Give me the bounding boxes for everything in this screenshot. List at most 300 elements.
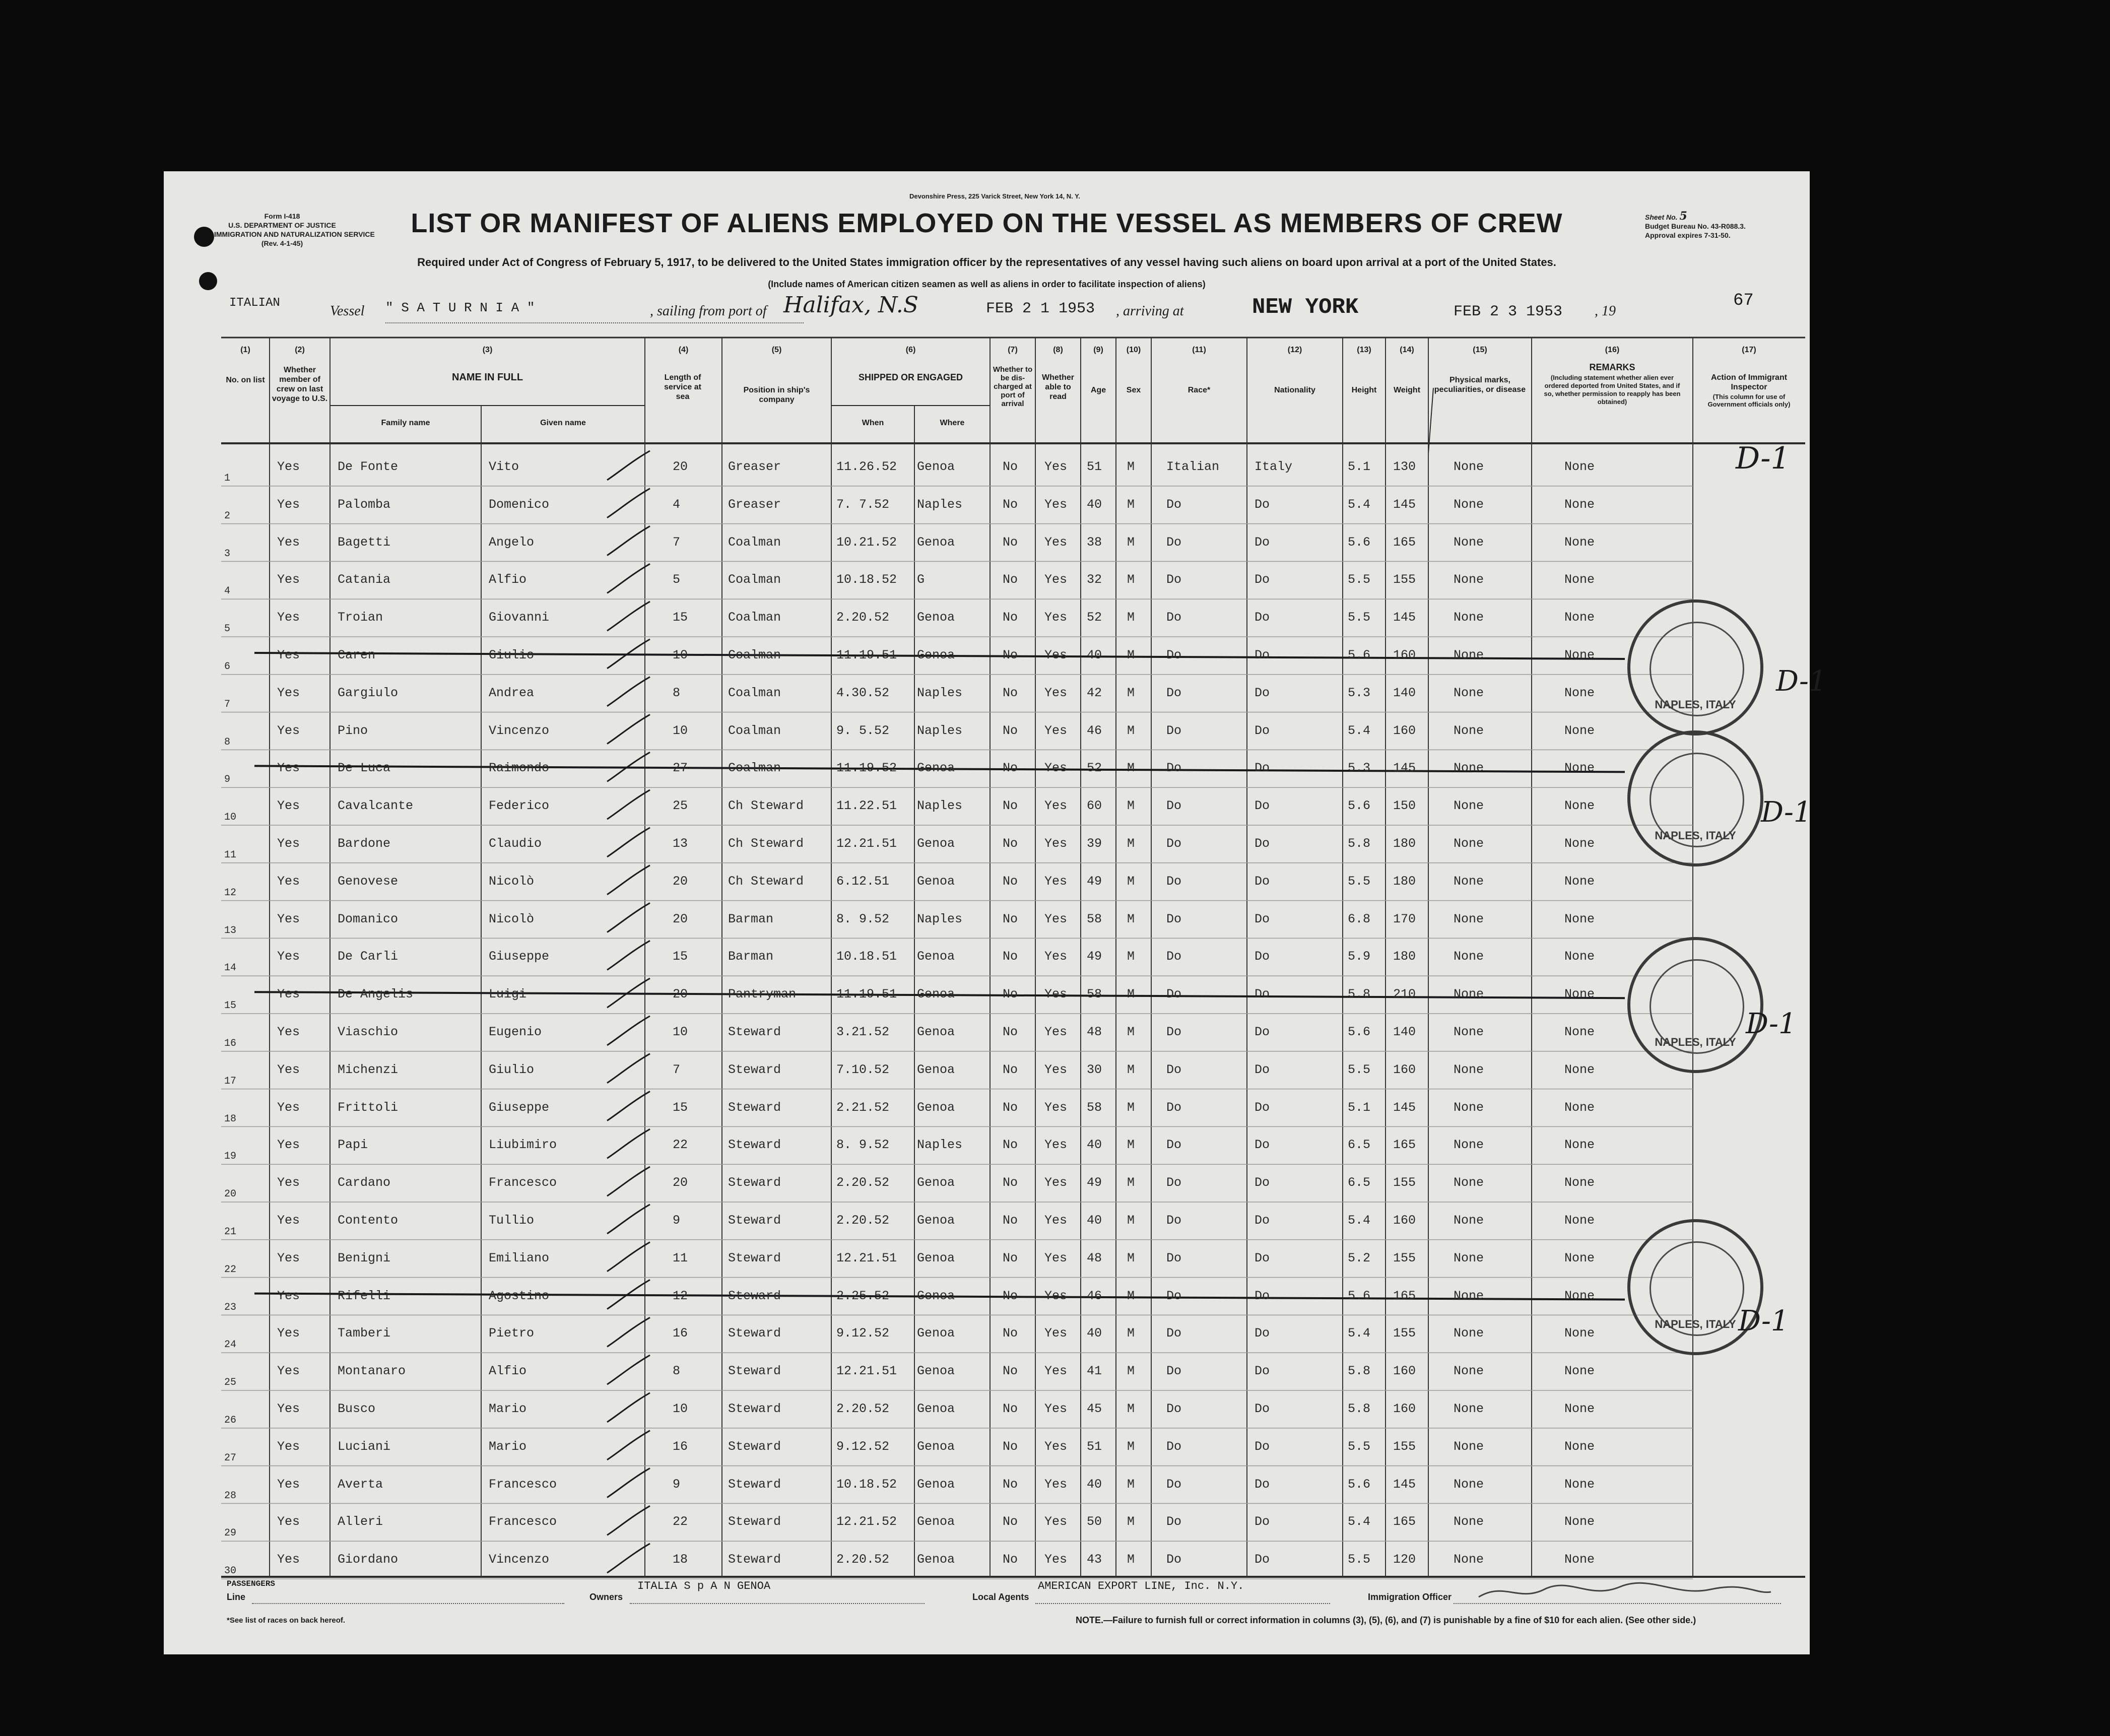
age-cell: 40 — [1087, 1326, 1102, 1341]
given-name-cell: Vincenzo — [489, 723, 550, 738]
physical-marks-cell: None — [1454, 1175, 1484, 1190]
row-number: 1 — [224, 473, 231, 484]
service-length-cell: 22 — [673, 1514, 688, 1529]
race-cell: Do — [1166, 1288, 1182, 1303]
shipped-port-cell: Genoa — [917, 535, 955, 550]
remarks-cell: None — [1564, 987, 1595, 1002]
row-number: 23 — [224, 1301, 237, 1313]
discharged-cell: No — [1003, 1175, 1018, 1190]
remarks-cell: None — [1564, 1401, 1595, 1416]
col-header-position: Position in ship's company — [743, 386, 810, 404]
given-name-cell: Vito — [489, 459, 519, 474]
shipped-date-cell: 11.26.52 — [836, 459, 897, 474]
weight-cell: 150 — [1393, 798, 1416, 814]
family-name-cell: De Angelis — [338, 987, 414, 1002]
age-cell: 41 — [1087, 1364, 1102, 1379]
row-number: 4 — [224, 585, 231, 597]
given-name-cell: Pietro — [489, 1326, 535, 1341]
weight-cell: 155 — [1393, 1175, 1416, 1190]
height-cell: 5.5 — [1348, 610, 1371, 625]
page-subtitle: Required under Act of Congress of February 5, 1917, to be delivered to the United States immigration officer by the representatives of any vessel having such aliens on board upon arrival at a port of the United States. — [417, 256, 1556, 269]
discharged-cell: No — [1003, 572, 1018, 587]
nationality-cell: Do — [1255, 1250, 1270, 1265]
service-length-cell: 20 — [673, 987, 688, 1002]
shipped-date-cell: 11.19.52 — [836, 761, 897, 776]
nationality-cell: Do — [1255, 1213, 1270, 1228]
department: U.S. DEPARTMENT OF JUSTICE — [228, 221, 336, 229]
inspector-mark: D-1 — [1761, 796, 1812, 829]
revision: (Rev. 4-1-45) — [261, 239, 303, 247]
nationality-cell: Do — [1255, 1439, 1270, 1454]
col-header-list-number: No. on list — [226, 376, 265, 384]
position-cell: Steward — [728, 1100, 781, 1115]
nationality-cell: Do — [1255, 1100, 1270, 1115]
race-cell: Do — [1166, 1025, 1182, 1039]
able-to-read-cell: Yes — [1044, 1025, 1068, 1039]
inspector-mark: D-1 — [1776, 665, 1827, 698]
sex-cell: M — [1127, 798, 1135, 814]
sex-cell: M — [1127, 1138, 1135, 1153]
race-cell: Do — [1166, 685, 1182, 700]
race-cell: Do — [1166, 1514, 1182, 1529]
arriving-label: , arriving at — [1116, 303, 1184, 319]
height-cell: 6.5 — [1348, 1175, 1371, 1190]
able-to-read-cell: Yes — [1044, 648, 1068, 662]
previous-voyage-cell: Yes — [277, 1138, 300, 1153]
age-cell: 40 — [1087, 1138, 1102, 1153]
row-number: 26 — [224, 1415, 237, 1426]
previous-voyage-cell: Yes — [277, 1213, 300, 1228]
sex-cell: M — [1127, 1364, 1135, 1379]
age-cell: 58 — [1087, 1100, 1102, 1115]
position-cell: Coalman — [728, 723, 781, 738]
col-num-5: (5) — [771, 346, 782, 354]
height-cell: 5.6 — [1348, 1477, 1371, 1492]
shipped-port-cell: Naples — [917, 723, 963, 738]
sex-cell: M — [1127, 648, 1135, 662]
race-cell: Do — [1166, 949, 1182, 964]
given-name-cell: Francesco — [489, 1175, 557, 1190]
service-length-cell: 7 — [673, 535, 681, 550]
remarks-cell: None — [1564, 1025, 1595, 1039]
discharged-cell: No — [1003, 1062, 1018, 1077]
discharged-cell: No — [1003, 723, 1018, 738]
col-num-15: (15) — [1473, 346, 1487, 354]
previous-voyage-cell: Yes — [277, 723, 300, 738]
family-name-cell: Alleri — [338, 1514, 383, 1529]
discharged-cell: No — [1003, 1514, 1018, 1529]
race-cell: Do — [1166, 1401, 1182, 1416]
race-cell: Do — [1166, 1326, 1182, 1341]
race-cell: Do — [1166, 1100, 1182, 1115]
previous-voyage-cell: Yes — [277, 1175, 300, 1190]
weight-cell: 160 — [1393, 1364, 1416, 1379]
shipped-date-cell: 2.21.52 — [836, 1100, 890, 1115]
family-name-cell: Montanaro — [338, 1364, 406, 1379]
physical-marks-cell: None — [1454, 610, 1484, 625]
race-cell: Do — [1166, 1552, 1182, 1567]
able-to-read-cell: Yes — [1044, 836, 1068, 851]
position-cell: Steward — [728, 1477, 781, 1492]
shipped-date-cell: 2.20.52 — [836, 610, 890, 625]
able-to-read-cell: Yes — [1044, 459, 1068, 474]
remarks-cell: None — [1564, 911, 1595, 926]
given-name-cell: Raimondo — [489, 761, 550, 776]
row-number: 9 — [224, 774, 231, 786]
sex-cell: M — [1127, 1401, 1135, 1416]
given-name-cell: Alfio — [489, 572, 527, 587]
age-cell: 48 — [1087, 1250, 1102, 1265]
family-name-cell: Catania — [338, 572, 391, 587]
row-number: 25 — [224, 1377, 237, 1389]
col-header-age: Age — [1090, 386, 1106, 394]
page-title: LIST OR MANIFEST OF ALIENS EMPLOYED ON THE VESSEL AS MEMBERS OF CREW — [411, 208, 1563, 238]
remarks-cell: None — [1564, 497, 1595, 512]
inspector-mark: D-1 — [1738, 1305, 1789, 1338]
budget-bureau: Budget Bureau No. 43-R088.3. — [1645, 222, 1746, 230]
check-stroke — [607, 790, 650, 819]
discharged-cell: No — [1003, 987, 1018, 1002]
shipped-port-cell: Genoa — [917, 1552, 955, 1567]
physical-marks-cell: None — [1454, 1025, 1484, 1039]
shipped-port-cell: Genoa — [917, 1364, 955, 1379]
row-number: 7 — [224, 698, 231, 710]
inspector-mark: D-1 — [1746, 1008, 1797, 1040]
shipped-port-cell: Genoa — [917, 761, 955, 776]
discharged-cell: No — [1003, 1100, 1018, 1115]
shipped-date-cell: 10.18.52 — [836, 572, 897, 587]
physical-marks-cell: None — [1454, 1552, 1484, 1567]
sex-cell: M — [1127, 1025, 1135, 1039]
remarks-cell: None — [1564, 874, 1595, 889]
service-length-cell: 10 — [673, 1025, 688, 1039]
remarks-cell: None — [1564, 1477, 1595, 1492]
col-header-discharged: Whether to be dis-charged at port of arrival — [993, 365, 1033, 408]
nationality-cell: Do — [1255, 1138, 1270, 1153]
col-num-12: (12) — [1287, 346, 1302, 354]
physical-marks-cell: None — [1454, 798, 1484, 814]
shipped-date-cell: 8. 9.52 — [836, 911, 890, 926]
given-name-cell: Tullio — [489, 1213, 535, 1228]
nationality-cell: Do — [1255, 1025, 1270, 1039]
previous-voyage-cell: Yes — [277, 836, 300, 851]
nationality-cell: Do — [1255, 535, 1270, 550]
col-header-service-length: Length of service at sea — [664, 373, 701, 401]
weight-cell: 155 — [1393, 1326, 1416, 1341]
col-header-race: Race* — [1188, 386, 1211, 394]
footer-line-value: PASSENGERS — [227, 1579, 276, 1588]
weight-cell: 145 — [1393, 1100, 1416, 1115]
shipped-date-cell: 2.20.52 — [836, 1401, 890, 1416]
footer-agents-rule — [1035, 1603, 1330, 1604]
weight-cell: 140 — [1393, 685, 1416, 700]
able-to-read-cell: Yes — [1044, 911, 1068, 926]
race-cell: Do — [1166, 1213, 1182, 1228]
physical-marks-cell: None — [1454, 1138, 1484, 1153]
service-length-cell: 16 — [673, 1326, 688, 1341]
race-cell: Italian — [1166, 459, 1220, 474]
shipped-port-cell: Genoa — [917, 1062, 955, 1077]
physical-marks-cell: None — [1454, 949, 1484, 964]
previous-voyage-cell: Yes — [277, 1364, 300, 1379]
height-cell: 5.4 — [1348, 497, 1371, 512]
shipped-date-cell: 11.19.51 — [836, 648, 897, 662]
given-name-cell: Nicolò — [489, 874, 535, 889]
discharged-cell: No — [1003, 685, 1018, 700]
manifest-page — [164, 171, 1827, 1654]
sex-cell: M — [1127, 497, 1135, 512]
position-cell: Steward — [728, 1439, 781, 1454]
row-number: 3 — [224, 548, 231, 560]
physical-marks-cell: None — [1454, 723, 1484, 738]
age-cell: 49 — [1087, 949, 1102, 964]
nationality-cell: Do — [1255, 1364, 1270, 1379]
height-cell: 5.4 — [1348, 1514, 1371, 1529]
able-to-read-cell: Yes — [1044, 497, 1068, 512]
col-num-17: (17) — [1742, 346, 1756, 354]
shipped-port-cell: Genoa — [917, 1100, 955, 1115]
sex-cell: M — [1127, 1477, 1135, 1492]
nationality-cell: Do — [1255, 648, 1270, 662]
nationality-cell: Do — [1255, 987, 1270, 1002]
physical-marks-cell: None — [1454, 1364, 1484, 1379]
able-to-read-cell: Yes — [1044, 1138, 1068, 1153]
given-name-cell: Mario — [489, 1401, 527, 1416]
sex-cell: M — [1127, 535, 1135, 550]
family-name-cell: De Carli — [338, 949, 399, 964]
able-to-read-cell: Yes — [1044, 1439, 1068, 1454]
given-name-cell: Giuseppe — [489, 1100, 550, 1115]
check-stroke — [607, 489, 650, 518]
shipped-port-cell: Genoa — [917, 1439, 955, 1454]
col-num-14: (14) — [1400, 346, 1414, 354]
weight-cell: 145 — [1393, 761, 1416, 776]
col-header-physical: Physical marks, peculiarities, or disease — [1434, 376, 1526, 394]
weight-cell: 160 — [1393, 1401, 1416, 1416]
check-stroke — [607, 1242, 650, 1272]
discharged-cell: No — [1003, 836, 1018, 851]
given-name-cell: Emiliano — [489, 1250, 550, 1265]
height-cell: 5.6 — [1348, 1288, 1371, 1303]
check-stroke — [607, 903, 650, 932]
family-name-cell: Michenzi — [338, 1062, 399, 1077]
row-number: 22 — [224, 1263, 237, 1276]
previous-voyage-cell: Yes — [277, 1401, 300, 1416]
able-to-read-cell: Yes — [1044, 798, 1068, 814]
position-cell: Steward — [728, 1552, 781, 1567]
given-name-cell: Claudio — [489, 836, 542, 851]
form-number: Form I-418 — [264, 212, 300, 220]
col-num-11: (11) — [1192, 346, 1206, 354]
able-to-read-cell: Yes — [1044, 1401, 1068, 1416]
service-length-cell: 18 — [673, 1552, 688, 1567]
family-name-cell: Bagetti — [338, 535, 391, 550]
family-name-cell: Frittoli — [338, 1100, 399, 1115]
previous-voyage-cell: Yes — [277, 572, 300, 587]
height-cell: 5.8 — [1348, 836, 1371, 851]
family-name-cell: Domanico — [338, 911, 399, 926]
height-cell: 6.5 — [1348, 1138, 1371, 1153]
race-cell: Do — [1166, 798, 1182, 814]
shipped-date-cell: 3.21.52 — [836, 1025, 890, 1039]
discharged-cell: No — [1003, 874, 1018, 889]
weight-cell: 145 — [1393, 610, 1416, 625]
shipped-port-cell: Genoa — [917, 1175, 955, 1190]
given-name-cell: Giulio — [489, 648, 535, 662]
family-name-cell: Cavalcante — [338, 798, 414, 814]
given-name-cell: Mario — [489, 1439, 527, 1454]
height-cell: 5.6 — [1348, 535, 1371, 550]
check-stroke — [607, 564, 650, 593]
previous-voyage-cell: Yes — [277, 1514, 300, 1529]
row-number: 5 — [224, 623, 231, 635]
nationality-cell: Do — [1255, 1401, 1270, 1416]
discharged-cell: No — [1003, 1138, 1018, 1153]
col-header-read: Whether able to read — [1042, 373, 1074, 401]
nationality-cell: Do — [1255, 1288, 1270, 1303]
service-length-cell: 20 — [673, 874, 688, 889]
col-num-6: (6) — [905, 346, 916, 354]
able-to-read-cell: Yes — [1044, 1288, 1068, 1303]
check-stroke — [607, 1506, 650, 1535]
age-cell: 30 — [1087, 1062, 1102, 1077]
weight-cell: 160 — [1393, 723, 1416, 738]
nationality-cell: Do — [1255, 723, 1270, 738]
nationality-cell: Do — [1255, 685, 1270, 700]
discharged-cell: No — [1003, 1364, 1018, 1379]
remarks-cell: None — [1564, 836, 1595, 851]
position-cell: Steward — [728, 1514, 781, 1529]
able-to-read-cell: Yes — [1044, 1213, 1068, 1228]
age-cell: 49 — [1087, 1175, 1102, 1190]
position-cell: Ch Steward — [728, 874, 804, 889]
page-subtitle-note: (Include names of American citizen seamen as well as aliens in order to facilitate inspection of aliens) — [768, 279, 1206, 289]
remarks-cell: None — [1564, 648, 1595, 662]
shipped-date-cell: 2.20.52 — [836, 1175, 890, 1190]
position-cell: Coalman — [728, 572, 781, 587]
col-header-nationality: Nationality — [1274, 386, 1315, 394]
check-stroke — [607, 526, 650, 555]
family-name-cell: Bardone — [338, 836, 391, 851]
check-stroke — [607, 1205, 650, 1234]
discharged-cell: No — [1003, 535, 1018, 550]
family-name-cell: Benigni — [338, 1250, 391, 1265]
family-name-cell: Troian — [338, 610, 383, 625]
race-cell: Do — [1166, 1477, 1182, 1492]
sex-cell: M — [1127, 761, 1135, 776]
row-number: 10 — [224, 812, 237, 824]
race-cell: Do — [1166, 911, 1182, 926]
family-name-cell: Contento — [338, 1213, 399, 1228]
family-name-cell: Genovese — [338, 874, 399, 889]
discharged-cell: No — [1003, 610, 1018, 625]
nationality-cell: Do — [1255, 572, 1270, 587]
race-cell: Do — [1166, 761, 1182, 776]
weight-cell: 180 — [1393, 949, 1416, 964]
weight-cell: 160 — [1393, 648, 1416, 662]
shipped-date-cell: 9. 5.52 — [836, 723, 890, 738]
stamp-text: NAPLES, ITALY — [1655, 1036, 1736, 1048]
remarks-cell: None — [1564, 1288, 1595, 1303]
row-number: 29 — [224, 1527, 237, 1540]
age-cell: 50 — [1087, 1514, 1102, 1529]
check-stroke — [607, 865, 650, 895]
row-number: 27 — [224, 1452, 237, 1464]
sex-cell: M — [1127, 1213, 1135, 1228]
age-cell: 43 — [1087, 1552, 1102, 1567]
physical-marks-cell: None — [1454, 1401, 1484, 1416]
sailing-date: FEB 2 1 1953 — [986, 300, 1095, 317]
able-to-read-cell: Yes — [1044, 610, 1068, 625]
position-cell: Steward — [728, 1025, 781, 1039]
service-length-cell: 22 — [673, 1138, 688, 1153]
physical-marks-cell: None — [1454, 1288, 1484, 1303]
given-name-cell: Liubimiro — [489, 1138, 557, 1153]
given-name-cell: Giovanni — [489, 610, 550, 625]
shipped-port-cell: Naples — [917, 497, 963, 512]
remarks-cell: None — [1564, 723, 1595, 738]
family-name-cell: Cardano — [338, 1175, 391, 1190]
given-name-cell: Agostino — [489, 1288, 550, 1303]
check-stroke — [607, 1317, 650, 1347]
height-cell: 5.5 — [1348, 874, 1371, 889]
age-cell: 52 — [1087, 610, 1102, 625]
sex-cell: M — [1127, 1062, 1135, 1077]
sheet-label: Sheet No. — [1645, 213, 1678, 221]
previous-voyage-cell: Yes — [277, 648, 300, 662]
weight-cell: 170 — [1393, 911, 1416, 926]
given-name-cell: Vincenzo — [489, 1552, 550, 1567]
physical-marks-cell: None — [1454, 761, 1484, 776]
position-cell: Pantryman — [728, 987, 797, 1002]
race-cell: Do — [1166, 648, 1182, 662]
col-header-when: When — [862, 419, 884, 427]
physical-marks-cell: None — [1454, 459, 1484, 474]
nationality-cell: Do — [1255, 1326, 1270, 1341]
shipped-port-cell: Genoa — [917, 1288, 955, 1303]
check-stroke — [607, 1129, 650, 1158]
nationality-cell: Do — [1255, 874, 1270, 889]
sex-cell: M — [1127, 1250, 1135, 1265]
family-name-cell: Gargiulo — [338, 685, 399, 700]
footer-line-label: Line — [227, 1592, 246, 1602]
sex-cell: M — [1127, 572, 1135, 587]
remarks-cell: None — [1564, 1100, 1595, 1115]
sex-cell: M — [1127, 1514, 1135, 1529]
previous-voyage-cell: Yes — [277, 798, 300, 814]
previous-voyage-cell: Yes — [277, 1477, 300, 1492]
remarks-cell: None — [1564, 798, 1595, 814]
col-header-sex: Sex — [1126, 386, 1141, 394]
service-length-cell: 10 — [673, 723, 688, 738]
row-number: 19 — [224, 1151, 237, 1163]
shipped-date-cell: 7. 7.52 — [836, 497, 890, 512]
weight-cell: 165 — [1393, 1514, 1416, 1529]
given-name-cell: Giulio — [489, 1062, 535, 1077]
weight-cell: 145 — [1393, 1477, 1416, 1492]
discharged-cell: No — [1003, 1250, 1018, 1265]
height-cell: 5.4 — [1348, 723, 1371, 738]
nationality-cell: Do — [1255, 836, 1270, 851]
family-name-cell: Tamberi — [338, 1326, 391, 1341]
weight-cell: 145 — [1393, 497, 1416, 512]
check-stroke — [607, 1431, 650, 1460]
race-cell: Do — [1166, 1250, 1182, 1265]
row-number: 13 — [224, 924, 237, 937]
weight-cell: 160 — [1393, 1213, 1416, 1228]
footer-owners-rule — [630, 1603, 925, 1604]
check-stroke — [607, 714, 650, 744]
